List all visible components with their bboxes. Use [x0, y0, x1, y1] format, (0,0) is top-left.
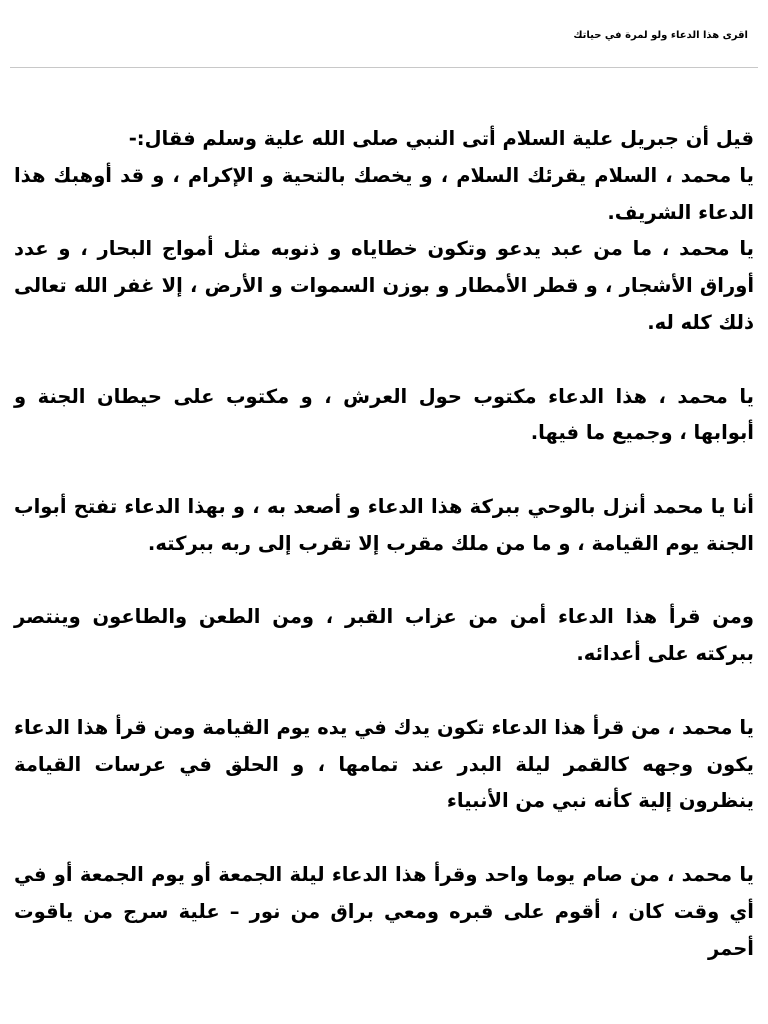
paragraph-forgiveness: يا محمد ، ما من عبد يدعو وتكون خطاياه و ذنوبه مثل أمواج البحار ، و عدد أوراق الأشجار ، و قطر الأمطار و بوزن السموات و الأرض ، إلا غفر الله تعالى ذلك كله له.	[14, 237, 754, 334]
paragraph-spacer	[14, 452, 754, 489]
header-divider	[10, 67, 758, 68]
paragraph-revelation: أنا يا محمد أنزل بالوحي ببركة هذا الدعاء و أصعد به ، و بهذا الدعاء تفتح أبواب الجنة يوم القيامة ، و ما من ملك مقرب إلا تقرب إلى ربه ببركته.	[14, 494, 754, 555]
paragraph-intro: قيل أن جبريل علية السلام أتى النبي صلى الله علية وسلم فقال:-	[128, 127, 754, 150]
page-header-title: اقرى هذا الدعاء ولو لمرة في حياتك	[573, 30, 748, 41]
paragraph-fasting: يا محمد ، من صام يوما واحد وقرأ هذا الدعاء ليلة الجمعة أو يوم الجمعة أو في أي وقت كان ، أقوم على قبره ومعي براق من نور – علية سرج من ياقوت أحمر	[14, 862, 754, 960]
paragraph-greeting: يا محمد ، السلام يقرئك السلام ، و يخصك بالتحية و الإكرام ، و قد أوهبك هذا الدعاء الشريف.	[14, 163, 754, 224]
paragraph-throne: يا محمد ، هذا الدعاء مكتوب حول العرش ، و مكتوب على حيطان الجنة و أبوابها ، وجميع ما فيها.	[14, 384, 754, 445]
paragraph-spacer	[14, 673, 754, 710]
paragraph-spacer	[14, 563, 754, 600]
paragraph-resurrection: يا محمد ، من قرأ هذا الدعاء تكون يدك في يده يوم القيامة ومن قرأ هذا الدعاء يكون وجهه كالقمر ليلة البدر عند تمامها ، و الحلق في عرسات القيامة ينظرون إلية كأنه نبي من الأنبياء	[14, 715, 754, 813]
paragraph-protection: ومن قرأ هذا الدعاء أمن من عزاب القبر ، ومن الطعن والطاعون وينتصر ببركته على أعدائه.	[14, 605, 754, 666]
document-body	[14, 121, 754, 967]
paragraph-spacer	[14, 820, 754, 857]
paragraph-spacer	[14, 342, 754, 379]
